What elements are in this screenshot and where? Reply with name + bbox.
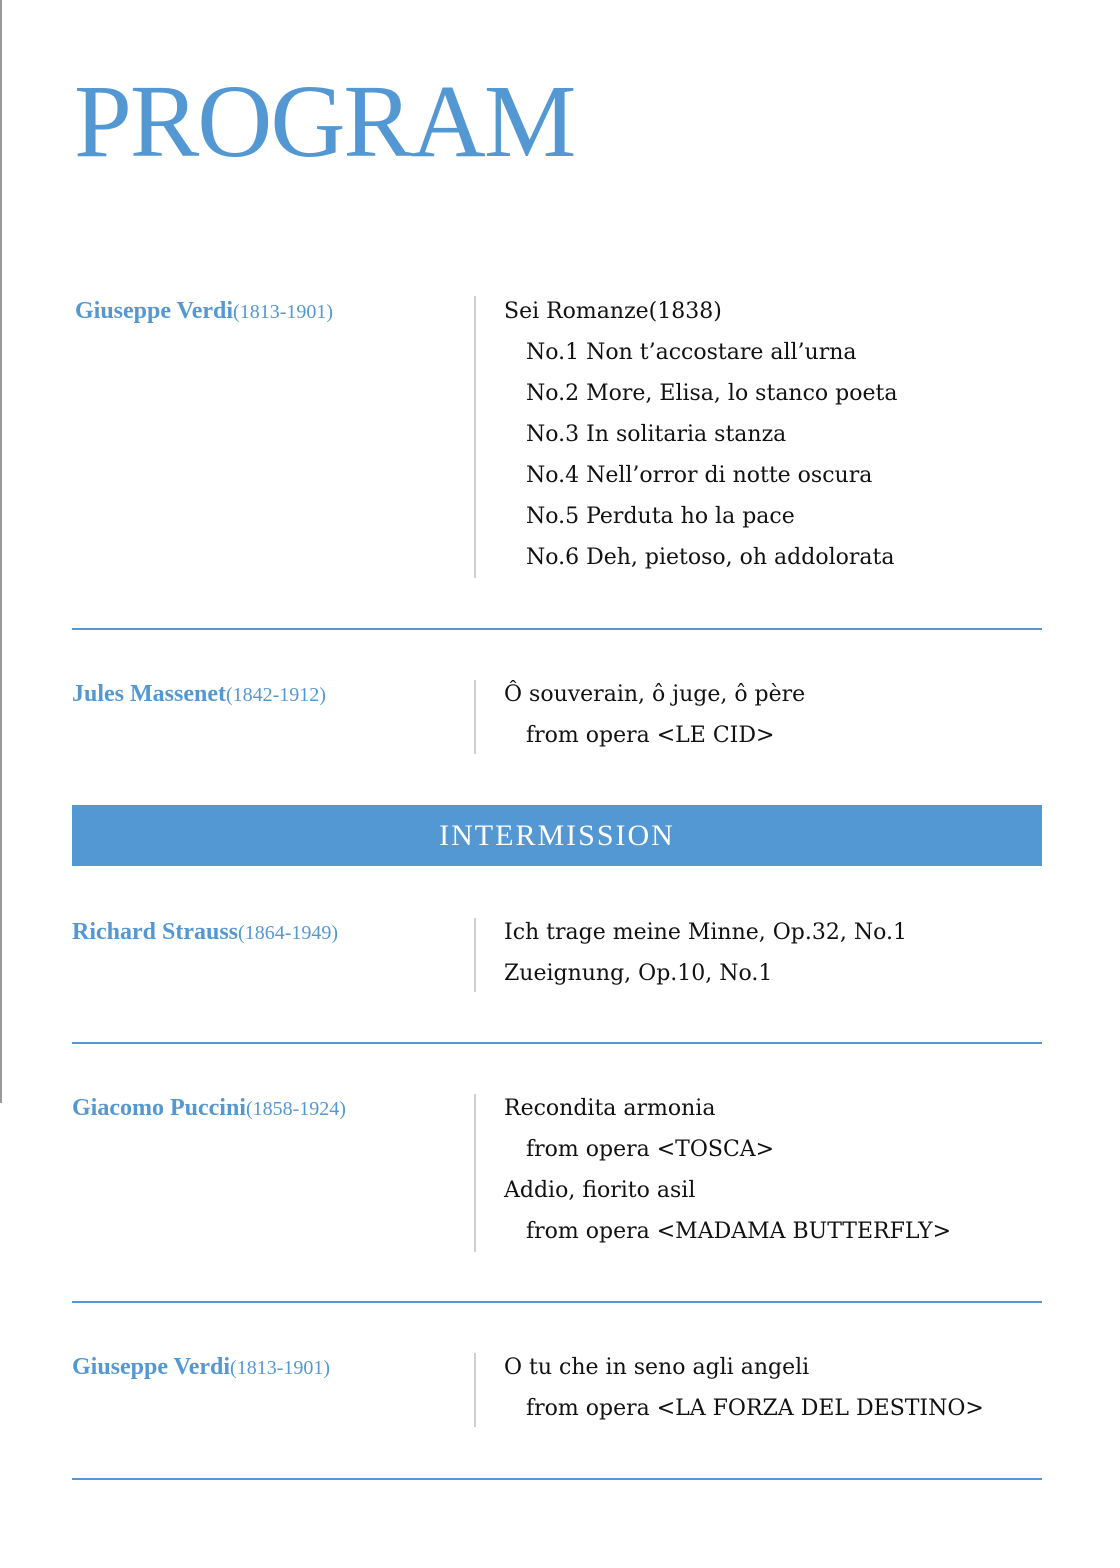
work-item: Sei Romanze(1838) (504, 299, 722, 324)
composer-name (75, 296, 333, 327)
work-item: Addio, fiorito asil (504, 1178, 696, 1203)
work-item: O tu che in seno agli angeli (504, 1355, 810, 1380)
composer-name (72, 679, 326, 710)
works-list (504, 1347, 984, 1429)
intermission-label: INTERMISSION (439, 818, 675, 852)
composer-name-text: Giuseppe Verdi (75, 298, 234, 324)
work-item: No.4 Nell’orror di notte oscura (526, 463, 873, 488)
page-title: PROGRAM (74, 64, 575, 179)
column-separator (474, 918, 476, 992)
work-item: Recondita armonia (504, 1096, 716, 1121)
composer-name-text: Giacomo Puccini (72, 1095, 246, 1121)
composer-name-text: Richard Strauss (72, 919, 239, 945)
composer-name-text: Giuseppe Verdi (72, 1354, 231, 1380)
composer-name (72, 1352, 330, 1383)
page-edge-line (0, 0, 2, 1103)
work-item: No.1 Non t’accostare all’urna (526, 340, 857, 365)
works-list (504, 291, 897, 578)
works-list (504, 1088, 951, 1252)
composer-name-text: Jules Massenet (72, 681, 226, 707)
column-separator (474, 680, 476, 754)
work-item: No.5 Perduta ho la pace (526, 504, 795, 529)
work-item: from opera <LA FORZA DEL DESTINO> (526, 1396, 984, 1421)
work-item: from opera <MADAMA BUTTERFLY> (526, 1219, 952, 1244)
work-item: No.6 Deh, pietoso, oh addolorata (526, 545, 895, 570)
section-divider (72, 1042, 1042, 1044)
intermission-banner (72, 805, 1042, 866)
composer-years: (1813-1901) (233, 301, 334, 323)
column-separator (474, 296, 476, 578)
work-item: from opera <LE CID> (526, 723, 775, 748)
composer-years: (1864-1949) (238, 922, 339, 944)
work-item: No.2 More, Elisa, lo stanco poeta (526, 381, 898, 406)
works-list (504, 912, 907, 994)
section-divider (72, 1478, 1042, 1480)
work-item: Ô souverain, ô juge, ô père (504, 682, 806, 707)
work-item: Ich trage meine Minne, Op.32, No.1 (504, 920, 907, 945)
section-divider (72, 628, 1042, 630)
column-separator (474, 1094, 476, 1252)
composer-years: (1858-1924) (245, 1098, 346, 1120)
works-list (504, 674, 805, 756)
column-separator (474, 1353, 476, 1427)
composer-name (72, 1093, 346, 1124)
composer-years: (1842-1912) (225, 684, 326, 706)
composer-name (72, 917, 338, 948)
work-item: No.3 In solitaria stanza (526, 422, 787, 447)
composer-years: (1813-1901) (230, 1357, 331, 1379)
work-item: Zueignung, Op.10, No.1 (504, 961, 773, 986)
section-divider (72, 1301, 1042, 1303)
work-item: from opera <TOSCA> (526, 1137, 775, 1162)
